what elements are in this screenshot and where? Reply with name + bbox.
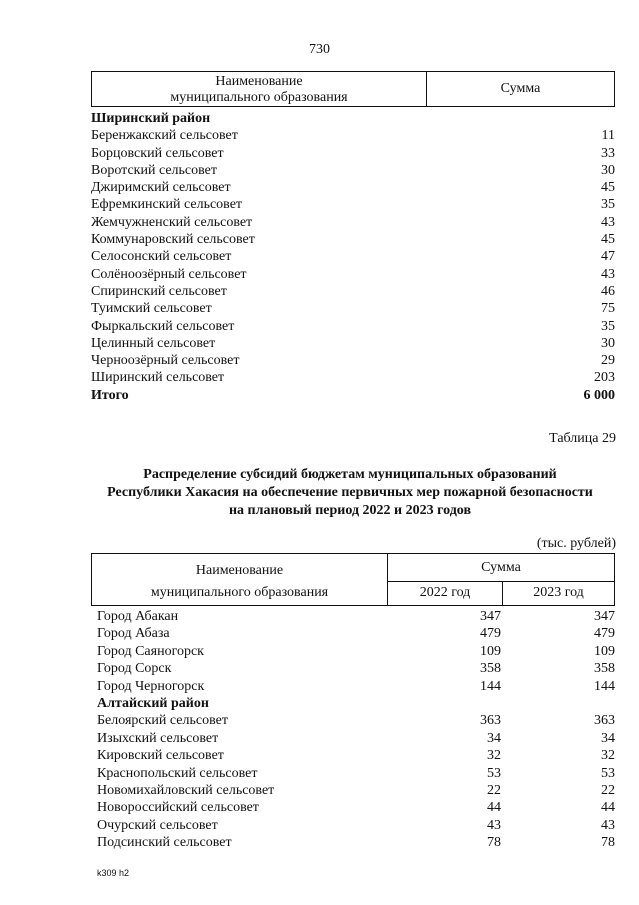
row-value: 45 xyxy=(601,180,615,196)
table2-header xyxy=(91,553,615,606)
row-name: Подсинский сельсовет xyxy=(97,835,232,851)
table-row xyxy=(97,730,615,747)
table-row xyxy=(97,712,615,729)
table-row xyxy=(91,127,615,144)
table-row xyxy=(97,765,615,782)
row-value: 35 xyxy=(601,318,615,334)
row-value-2023: 347 xyxy=(594,609,615,624)
row-value: 30 xyxy=(601,162,615,178)
row-value-2023: 32 xyxy=(601,748,615,764)
row-value-2022: 363 xyxy=(480,713,501,729)
table-row xyxy=(97,660,615,677)
row-name: Коммунаровский сельсовет xyxy=(91,232,255,248)
table1-header-name-line1: Наименование xyxy=(215,74,303,89)
table1-header xyxy=(91,71,615,107)
table2-header-name-line2: муниципального образования xyxy=(150,585,329,600)
units-label: (тыс. рублей) xyxy=(536,536,616,551)
table-row xyxy=(97,834,615,851)
row-value: 11 xyxy=(601,128,615,144)
row-name: Борцовский сельсовет xyxy=(91,145,224,161)
table1-group-row xyxy=(91,110,615,127)
row-value: 75 xyxy=(601,301,615,317)
row-name: Изыхский сельсовет xyxy=(97,730,219,746)
table-row xyxy=(97,625,615,642)
row-value-2023: 34 xyxy=(601,730,615,746)
row-value-2023: 78 xyxy=(601,835,615,851)
table2-header-name xyxy=(92,554,388,605)
row-name: Город Абакан xyxy=(97,609,179,624)
table-row xyxy=(91,196,615,213)
row-value-2023: 22 xyxy=(601,782,615,798)
table-row xyxy=(97,799,615,816)
row-value: 35 xyxy=(601,197,615,213)
row-value-2023: 144 xyxy=(594,678,615,694)
row-value-2022: 78 xyxy=(487,835,501,851)
table1-body xyxy=(91,110,615,404)
table-row xyxy=(91,162,615,179)
row-value-2022: 34 xyxy=(487,730,501,746)
row-value: 29 xyxy=(601,353,615,369)
table-row xyxy=(97,643,615,660)
row-value: 43 xyxy=(601,214,615,230)
row-value: 46 xyxy=(601,283,615,299)
row-value-2022: 32 xyxy=(487,748,501,764)
row-name: Город Саяногорск xyxy=(97,643,204,659)
table2-group-row xyxy=(97,695,615,712)
row-value-2023: 44 xyxy=(601,800,615,816)
table1-group-name: Ширинский район xyxy=(91,111,211,126)
table-row xyxy=(91,283,615,300)
table1-header-name xyxy=(92,72,427,106)
row-value-2022: 43 xyxy=(487,817,501,833)
table-row xyxy=(91,145,615,162)
row-value: 30 xyxy=(601,335,615,351)
row-value: 203 xyxy=(594,370,615,386)
row-name: Новомихайловский сельсовет xyxy=(97,782,275,798)
table2-header-year1: 2022 год xyxy=(388,581,503,605)
row-name: Алтайский район xyxy=(97,695,209,711)
table-title-line3: на плановый период 2022 и 2023 годов xyxy=(228,503,472,518)
table-row xyxy=(91,214,615,231)
table-row xyxy=(91,266,615,283)
row-name: Жемчужненский сельсовет xyxy=(91,214,253,230)
table-row xyxy=(91,231,615,248)
row-value-2023: 479 xyxy=(594,626,615,642)
table-title xyxy=(60,466,639,520)
row-name: Ефремкинский сельсовет xyxy=(91,197,243,213)
table-row xyxy=(91,248,615,265)
row-value-2023: 53 xyxy=(601,765,615,781)
table-title-line2: Республики Хакасия на обеспечение первичных мер пожарной безопасности xyxy=(107,485,593,500)
row-value-2023: 363 xyxy=(594,713,615,729)
row-value: 43 xyxy=(601,266,615,282)
row-value-2022: 358 xyxy=(480,661,501,677)
row-name: Очурский сельсовет xyxy=(97,817,218,833)
row-value-2023: 358 xyxy=(594,661,615,677)
row-value-2022: 22 xyxy=(487,782,501,798)
row-name: Город Сорск xyxy=(97,661,172,677)
table1-header-name-line2: муниципального образования xyxy=(170,90,348,105)
table-row xyxy=(97,782,615,799)
row-value-2022: 109 xyxy=(480,643,501,659)
table2-header-name-line1: Наименование xyxy=(195,563,284,578)
table-row xyxy=(91,369,615,386)
row-name: Селосонский сельсовет xyxy=(91,249,232,265)
row-value-2023: 43 xyxy=(601,817,615,833)
row-name: Краснопольский сельсовет xyxy=(97,765,258,781)
table-row xyxy=(91,352,615,369)
row-value-2022: 347 xyxy=(480,609,501,624)
table-number: Таблица 29 xyxy=(549,431,616,446)
row-name: Черноозёрный сельсовет xyxy=(91,353,240,369)
row-name: Воротский сельсовет xyxy=(91,162,217,178)
table-row xyxy=(91,335,615,352)
row-value: 45 xyxy=(601,232,615,248)
row-name: Новороссийский сельсовет xyxy=(97,800,259,816)
row-name: Беренжакский сельсовет xyxy=(91,128,238,144)
table1-total-label: Итого xyxy=(91,387,129,403)
table-row xyxy=(91,318,615,335)
table2-body xyxy=(97,608,615,851)
row-name: Спиринский сельсовет xyxy=(91,283,227,299)
row-value-2023: 109 xyxy=(594,643,615,659)
row-value-2022: 144 xyxy=(480,678,501,694)
row-value-2022: 53 xyxy=(487,765,501,781)
table1-header-sum: Сумма xyxy=(500,81,541,96)
row-value: 33 xyxy=(601,145,615,161)
row-value-2022: 44 xyxy=(487,800,501,816)
row-value: 47 xyxy=(601,249,615,265)
table2-header-year2: 2023 год xyxy=(533,585,584,600)
row-name: Кировский сельсовет xyxy=(97,748,224,764)
table-row xyxy=(97,678,615,695)
row-name: Город Абаза xyxy=(97,626,170,642)
page-number: 730 xyxy=(309,42,330,57)
row-name: Целинный сельсовет xyxy=(91,335,216,351)
table-row xyxy=(97,747,615,764)
row-name: Белоярский сельсовет xyxy=(97,713,228,729)
row-value-2022: 479 xyxy=(480,626,501,642)
table-title-line1: Распределение субсидий бюджетам муниципальных образований xyxy=(143,467,557,482)
row-name: Солёноозёрный сельсовет xyxy=(91,266,247,282)
row-name: Джиримский сельсовет xyxy=(91,180,231,196)
table-row xyxy=(91,179,615,196)
table-row xyxy=(91,300,615,317)
table-row xyxy=(97,608,615,625)
footer-code: k309 h2 xyxy=(97,868,130,878)
row-name: Город Черногорск xyxy=(97,678,205,694)
table1-total-value: 6 000 xyxy=(583,387,615,403)
row-name: Ширинский сельсовет xyxy=(91,370,225,386)
row-name: Туимский сельсовет xyxy=(91,301,212,317)
table1-total-row xyxy=(91,387,615,404)
row-name: Фыркальский сельсовет xyxy=(91,318,235,334)
table-row xyxy=(97,817,615,834)
table2-header-sum: Сумма xyxy=(388,554,614,582)
